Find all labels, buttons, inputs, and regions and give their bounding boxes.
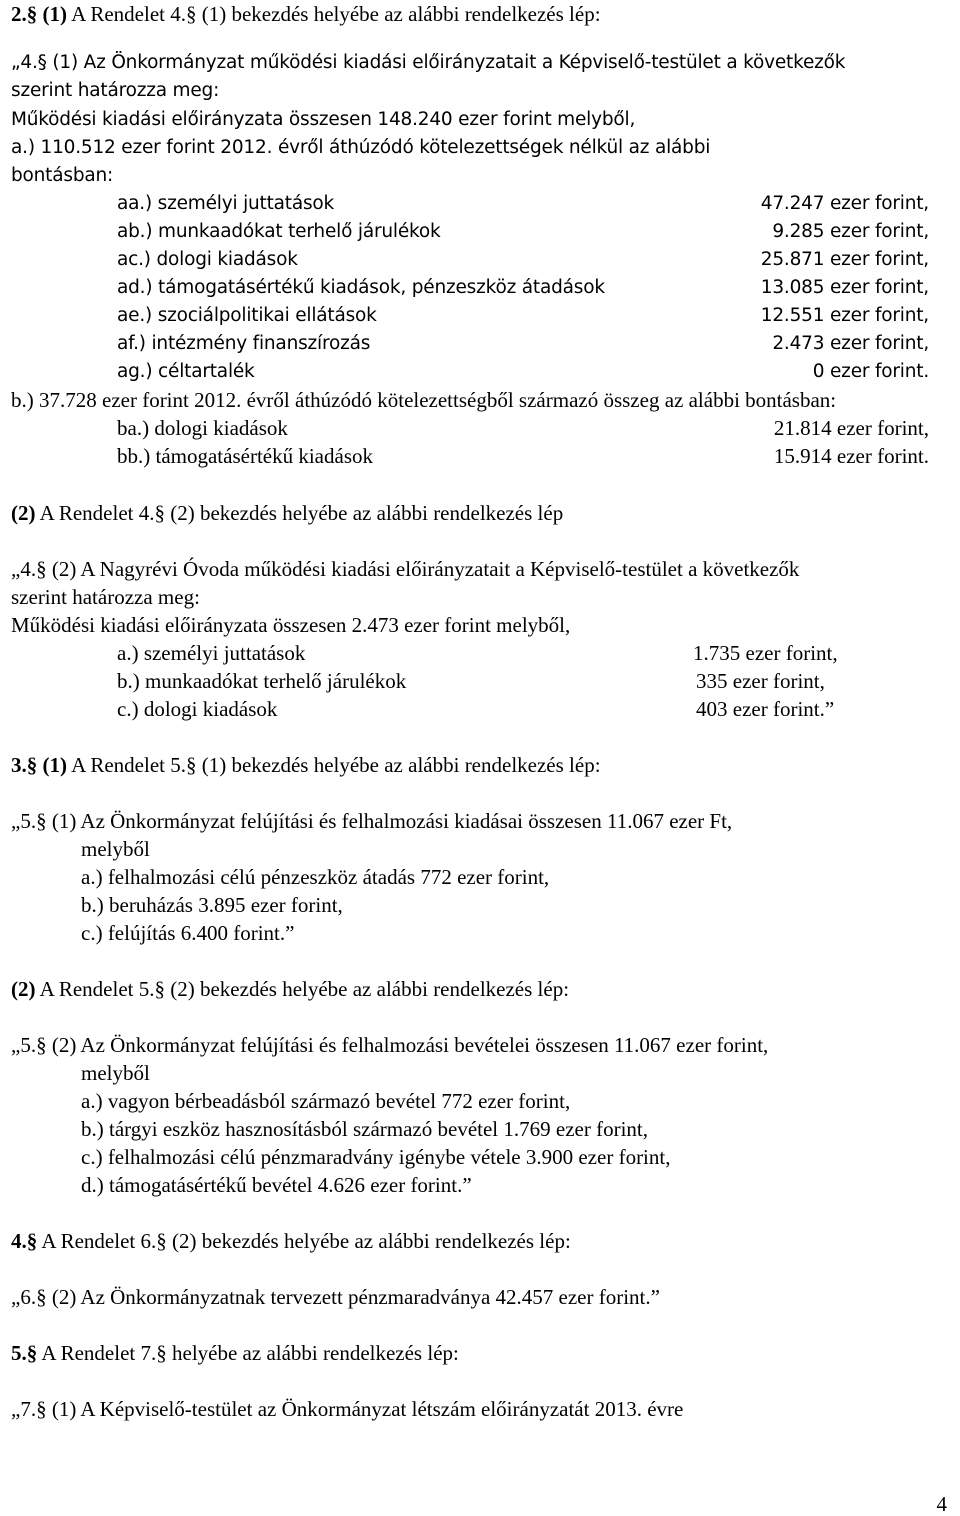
quote-line: melyből: [81, 837, 150, 861]
item-label: c.) dologi kiadások: [117, 697, 278, 721]
quote-line: „7.§ (1) A Képviselő-testület az Önkormányzat létszám előirányzatát 2013. évre: [11, 1397, 684, 1421]
list-item: d.) támogatásértékű bevétel 4.626 ezer forint.”: [81, 1173, 472, 1197]
quote-line: „4.§ (2) A Nagyrévi Óvoda működési kiadási előirányzatait a Képviselő-testület a következők: [11, 557, 800, 581]
paragraph-number: (1): [42, 753, 67, 777]
item-value: 25.871 ezer forint,: [760, 249, 929, 270]
item-value: 335 ezer forint,: [696, 669, 825, 693]
item-value: 403 ezer forint.”: [696, 697, 835, 721]
list-item: b.) tárgyi eszköz hasznosításból származó bevétel 1.769 ezer forint,: [81, 1117, 648, 1141]
section-sign: §: [26, 753, 38, 777]
item-value: 15.914 ezer forint.: [773, 444, 929, 468]
heading-text: A Rendelet 4.: [71, 2, 186, 26]
list-item: a.) felhalmozási célú pénzeszköz átadás 772 ezer forint,: [81, 865, 550, 889]
section-4-heading: 4.§ A Rendelet 6.§ (2) bekezdés helyébe az alábbi rendelkezés lép:: [11, 1229, 571, 1253]
quote-line: bontásban:: [11, 165, 114, 186]
item-value: 0 ezer forint.: [812, 361, 929, 382]
list-item: c.) felújítás 6.400 forint.”: [81, 921, 295, 945]
section-sign: §: [186, 2, 197, 26]
section-sign: §: [154, 501, 165, 525]
item-label: ac.) dologi kiadások: [117, 249, 298, 270]
paragraph-number: (2): [11, 501, 36, 525]
list-item: c.) felhalmozási célú pénzmaradvány igénybe vétele 3.900 ezer forint,: [81, 1145, 671, 1169]
quote-line: „5.§ (2) Az Önkormányzat felújítási és felhalmozási bevételei összesen 11.067 ezer forint,: [11, 1033, 769, 1057]
quote-line: Működési kiadási előirányzata összesen 148.240 ezer forint melyből,: [11, 109, 636, 130]
item-label: b.) munkaadókat terhelő járulékok: [117, 669, 407, 693]
item-value: 47.247 ezer forint,: [760, 193, 929, 214]
section-sign: §: [26, 1229, 38, 1253]
section-2-1-heading: [11, 4, 601, 25]
item-value: 9.285 ezer forint,: [772, 221, 929, 242]
item-value: 12.551 ezer forint,: [760, 305, 929, 326]
item-label: ab.) munkaadókat terhelő járulékok: [117, 221, 441, 242]
paragraph-number: (2): [11, 977, 36, 1001]
section-sign: §: [156, 1229, 167, 1253]
item-label: ag.) céltartalék: [117, 361, 255, 382]
section-number: 4.: [11, 1229, 27, 1253]
heading-rest: (1) bekezdés helyébe az alábbi rendelkezés lép:: [201, 2, 601, 26]
quote-line: „5.§ (1) Az Önkormányzat felújítási és felhalmozási kiadásai összesen 11.067 ezer Ft,: [11, 809, 733, 833]
section-number: 5.: [11, 1341, 27, 1365]
item-label: aa.) személyi juttatások: [117, 193, 335, 214]
list-item: a.) vagyon bérbeadásból származó bevétel 772 ezer forint,: [81, 1089, 571, 1113]
quote-line: szerint határozza meg:: [11, 80, 220, 101]
section-2-2-heading: (2) A Rendelet 4.§ (2) bekezdés helyébe az alábbi rendelkezés lép: [11, 501, 564, 525]
page-number: 4: [936, 1492, 947, 1516]
item-value: 2.473 ezer forint,: [772, 333, 929, 354]
section-number: 2.: [11, 2, 27, 26]
paragraph-number: (1): [42, 2, 67, 26]
quote-line: szerint határozza meg:: [11, 585, 200, 609]
quote-line: melyből: [81, 1061, 150, 1085]
section-sign: §: [154, 977, 165, 1001]
item-label: af.) intézmény finanszírozás: [117, 333, 371, 354]
section-3-2-heading: (2) A Rendelet 5.§ (2) bekezdés helyébe az alábbi rendelkezés lép:: [11, 977, 570, 1001]
section-sign: §: [26, 1341, 38, 1365]
item-label: ad.) támogatásértékű kiadások, pénzeszköz átadások: [117, 277, 605, 298]
list-item: b.) beruházás 3.895 ezer forint,: [81, 893, 343, 917]
quote-line: „4.§ (1) Az Önkormányzat működési kiadási előirányzatait a Képviselő-testület a következők: [11, 52, 846, 73]
item-label: a.) személyi juttatások: [117, 641, 306, 665]
section-3-1-heading: 3.§ (1) A Rendelet 5.§ (1) bekezdés helyébe az alábbi rendelkezés lép:: [11, 753, 601, 777]
quote-line: b.) 37.728 ezer forint 2012. évről áthúzódó kötelezettségből származó összeg az alábbi bontásban:: [11, 388, 837, 412]
item-value: 1.735 ezer forint,: [693, 641, 838, 665]
section-sign: §: [26, 2, 38, 26]
item-value: 21.814 ezer forint,: [773, 416, 929, 440]
quote-line: a.) 110.512 ezer forint 2012. évről áthúzódó kötelezettségek nélkül az alábbi: [11, 137, 711, 158]
quote-line: Működési kiadási előirányzata összesen 2.473 ezer forint melyből,: [11, 613, 571, 637]
item-value: 13.085 ezer forint,: [760, 277, 929, 298]
item-label: ba.) dologi kiadások: [117, 416, 288, 440]
section-number: 3.: [11, 753, 27, 777]
item-label: bb.) támogatásértékű kiadások: [117, 444, 373, 468]
section-sign: §: [156, 1341, 167, 1365]
section-5-heading: 5.§ A Rendelet 7.§ helyébe az alábbi rendelkezés lép:: [11, 1341, 459, 1365]
item-label: ae.) szociálpolitikai ellátások: [117, 305, 377, 326]
quote-line: „6.§ (2) Az Önkormányzatnak tervezett pénzmaradványa 42.457 ezer forint.”: [11, 1285, 660, 1309]
section-sign: §: [186, 753, 197, 777]
